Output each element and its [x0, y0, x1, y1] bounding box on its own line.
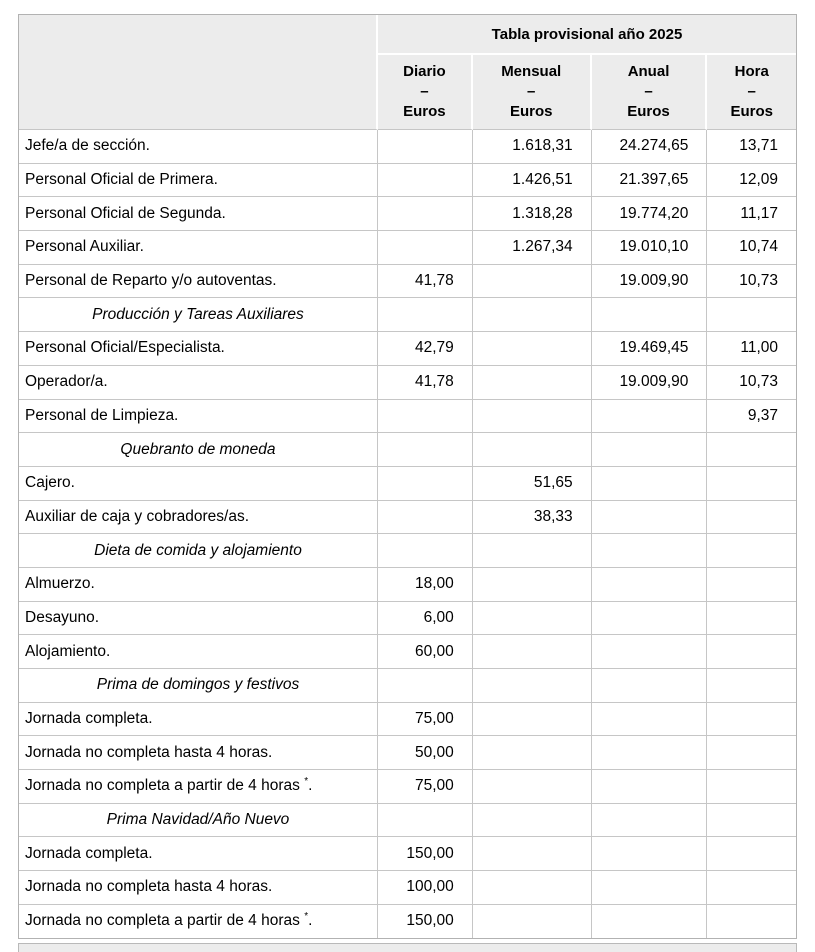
- cell-hora: [707, 736, 796, 770]
- row-label: Personal Oficial de Segunda.: [19, 197, 378, 231]
- cell-anual: 19.009,90: [592, 366, 708, 400]
- cell-hora: 12,09: [707, 164, 796, 198]
- unit-separator: –: [527, 83, 536, 100]
- row-label: Personal de Limpieza.: [19, 400, 378, 434]
- corner-cell: [19, 15, 378, 130]
- cell-hora: 10,73: [707, 366, 796, 400]
- cell-hora: [707, 669, 796, 703]
- footnote-marker: *: [304, 776, 309, 788]
- cell-mensual: 1.318,28: [473, 197, 592, 231]
- cell-anual: [592, 804, 708, 838]
- table-row: [19, 130, 796, 164]
- cell-hora: [707, 635, 796, 669]
- cell-anual: [592, 501, 708, 535]
- cell-hora: 10,73: [707, 265, 796, 299]
- table-row: [19, 400, 796, 434]
- cell-mensual: [473, 366, 592, 400]
- cell-diario: 75,00: [378, 770, 473, 804]
- cell-diario: 75,00: [378, 703, 473, 737]
- cell-mensual: [473, 265, 592, 299]
- cell-hora: 11,17: [707, 197, 796, 231]
- table-header: [19, 15, 796, 130]
- row-label: Cajero.: [19, 467, 378, 501]
- cell-anual: [592, 467, 708, 501]
- column-header-diario: [378, 55, 473, 130]
- cell-diario: [378, 534, 473, 568]
- column-unit: Euros: [730, 103, 773, 120]
- next-table-header-strip: [18, 943, 797, 952]
- cell-mensual: [473, 837, 592, 871]
- cell-diario: 150,00: [378, 905, 473, 938]
- section-label: Prima de domingos y festivos: [19, 669, 378, 703]
- cell-diario: [378, 467, 473, 501]
- cell-mensual: [473, 568, 592, 602]
- section-label: Quebranto de moneda: [19, 433, 378, 467]
- row-label: Personal Oficial/Especialista.: [19, 332, 378, 366]
- cell-hora: [707, 871, 796, 905]
- row-label: Jornada no completa a partir de 4 horas *.: [19, 905, 378, 938]
- table-row: [19, 736, 796, 770]
- column-header-anual: [592, 55, 708, 130]
- row-label: Almuerzo.: [19, 568, 378, 602]
- cell-diario: 50,00: [378, 736, 473, 770]
- unit-separator: –: [420, 83, 429, 100]
- table-row: [19, 164, 796, 198]
- row-label: Desayuno.: [19, 602, 378, 636]
- row-label: Jornada no completa hasta 4 horas.: [19, 736, 378, 770]
- cell-diario: [378, 231, 473, 265]
- cell-anual: [592, 635, 708, 669]
- cell-diario: 150,00: [378, 837, 473, 871]
- cell-hora: 10,74: [707, 231, 796, 265]
- cell-hora: 11,00: [707, 332, 796, 366]
- table-row: [19, 332, 796, 366]
- cell-mensual: 1.267,34: [473, 231, 592, 265]
- cell-hora: [707, 534, 796, 568]
- cell-anual: [592, 905, 708, 938]
- column-header-hora: [707, 55, 796, 130]
- section-label: Dieta de comida y alojamiento: [19, 534, 378, 568]
- cell-anual: 21.397,65: [592, 164, 708, 198]
- cell-diario: 42,79: [378, 332, 473, 366]
- cell-hora: [707, 298, 796, 332]
- footnote-marker: *: [304, 911, 309, 922]
- cell-diario: [378, 501, 473, 535]
- cell-anual: [592, 568, 708, 602]
- cell-hora: [707, 770, 796, 804]
- table-row: [19, 231, 796, 265]
- row-label: Personal Auxiliar.: [19, 231, 378, 265]
- table-row: [19, 905, 796, 938]
- cell-anual: [592, 602, 708, 636]
- cell-hora: [707, 467, 796, 501]
- cell-diario: 41,78: [378, 265, 473, 299]
- cell-hora: [707, 568, 796, 602]
- salary-table: [19, 15, 796, 938]
- section-label: Prima Navidad/Año Nuevo: [19, 804, 378, 838]
- column-name: Anual: [627, 63, 670, 80]
- table-row: [19, 837, 796, 871]
- row-label: Auxiliar de caja y cobradores/as.: [19, 501, 378, 535]
- column-name: Mensual: [501, 63, 562, 80]
- cell-mensual: [473, 736, 592, 770]
- table-row: [19, 871, 796, 905]
- row-label: Personal de Reparto y/o autoventas.: [19, 265, 378, 299]
- section-row: [19, 804, 796, 838]
- cell-mensual: [473, 905, 592, 938]
- column-unit: Euros: [403, 103, 446, 120]
- cell-diario: [378, 804, 473, 838]
- cell-anual: 19.469,45: [592, 332, 708, 366]
- table-row: [19, 568, 796, 602]
- cell-hora: [707, 804, 796, 838]
- table-row: [19, 635, 796, 669]
- cell-mensual: [473, 298, 592, 332]
- cell-mensual: [473, 669, 592, 703]
- table-row: [19, 467, 796, 501]
- cell-hora: [707, 703, 796, 737]
- cell-mensual: [473, 871, 592, 905]
- cell-mensual: 38,33: [473, 501, 592, 535]
- cell-anual: [592, 871, 708, 905]
- cell-anual: [592, 837, 708, 871]
- cell-diario: [378, 197, 473, 231]
- cell-hora: [707, 433, 796, 467]
- table-body: [19, 130, 796, 938]
- table-row: [19, 770, 796, 804]
- cell-anual: [592, 298, 708, 332]
- cell-diario: [378, 669, 473, 703]
- cell-anual: 24.274,65: [592, 130, 708, 164]
- unit-separator: –: [644, 83, 653, 100]
- cell-diario: [378, 164, 473, 198]
- cell-mensual: [473, 703, 592, 737]
- cell-mensual: [473, 804, 592, 838]
- row-label: Jornada no completa a partir de 4 horas *.: [19, 770, 378, 804]
- cell-diario: 60,00: [378, 635, 473, 669]
- cell-anual: 19.009,90: [592, 265, 708, 299]
- row-label: Jornada no completa hasta 4 horas.: [19, 871, 378, 905]
- cell-anual: [592, 770, 708, 804]
- cell-diario: [378, 130, 473, 164]
- cell-anual: 19.010,10: [592, 231, 708, 265]
- cell-anual: [592, 703, 708, 737]
- cell-anual: [592, 669, 708, 703]
- table-row: [19, 197, 796, 231]
- cell-anual: [592, 736, 708, 770]
- cell-anual: [592, 433, 708, 467]
- cell-hora: [707, 501, 796, 535]
- cell-diario: [378, 298, 473, 332]
- cell-mensual: [473, 400, 592, 434]
- cell-hora: [707, 905, 796, 938]
- row-label: Alojamiento.: [19, 635, 378, 669]
- table-row: [19, 265, 796, 299]
- table-row: [19, 703, 796, 737]
- column-name: Diario: [403, 63, 446, 80]
- section-row: [19, 534, 796, 568]
- row-label: Jornada completa.: [19, 837, 378, 871]
- table-title: Tabla provisional año 2025: [378, 15, 796, 55]
- table-row: [19, 602, 796, 636]
- column-unit: Euros: [627, 103, 670, 120]
- unit-separator: –: [747, 83, 756, 100]
- cell-hora: 13,71: [707, 130, 796, 164]
- cell-mensual: [473, 332, 592, 366]
- section-row: [19, 669, 796, 703]
- cell-mensual: [473, 770, 592, 804]
- cell-anual: 19.774,20: [592, 197, 708, 231]
- column-name: Hora: [734, 63, 769, 80]
- cell-diario: 18,00: [378, 568, 473, 602]
- cell-hora: 9,37: [707, 400, 796, 434]
- cell-mensual: [473, 602, 592, 636]
- cell-hora: [707, 837, 796, 871]
- cell-diario: [378, 400, 473, 434]
- cell-diario: 100,00: [378, 871, 473, 905]
- cell-mensual: [473, 433, 592, 467]
- table-row: [19, 501, 796, 535]
- row-label: Jefe/a de sección.: [19, 130, 378, 164]
- salary-table-wrapper: [18, 14, 797, 939]
- cell-mensual: 1.426,51: [473, 164, 592, 198]
- column-header-mensual: [473, 55, 592, 130]
- cell-mensual: [473, 534, 592, 568]
- table-row: [19, 366, 796, 400]
- cell-diario: 41,78: [378, 366, 473, 400]
- section-label: Producción y Tareas Auxiliares: [19, 298, 378, 332]
- row-label: Operador/a.: [19, 366, 378, 400]
- column-unit: Euros: [509, 103, 553, 120]
- cell-anual: [592, 534, 708, 568]
- header-title-row: [19, 15, 796, 55]
- cell-diario: 6,00: [378, 602, 473, 636]
- cell-mensual: 51,65: [473, 467, 592, 501]
- section-row: [19, 433, 796, 467]
- cell-mensual: [473, 635, 592, 669]
- row-label: Jornada completa.: [19, 703, 378, 737]
- section-row: [19, 298, 796, 332]
- cell-diario: [378, 433, 473, 467]
- cell-mensual: 1.618,31: [473, 130, 592, 164]
- cell-anual: [592, 400, 708, 434]
- row-label: Personal Oficial de Primera.: [19, 164, 378, 198]
- cell-hora: [707, 602, 796, 636]
